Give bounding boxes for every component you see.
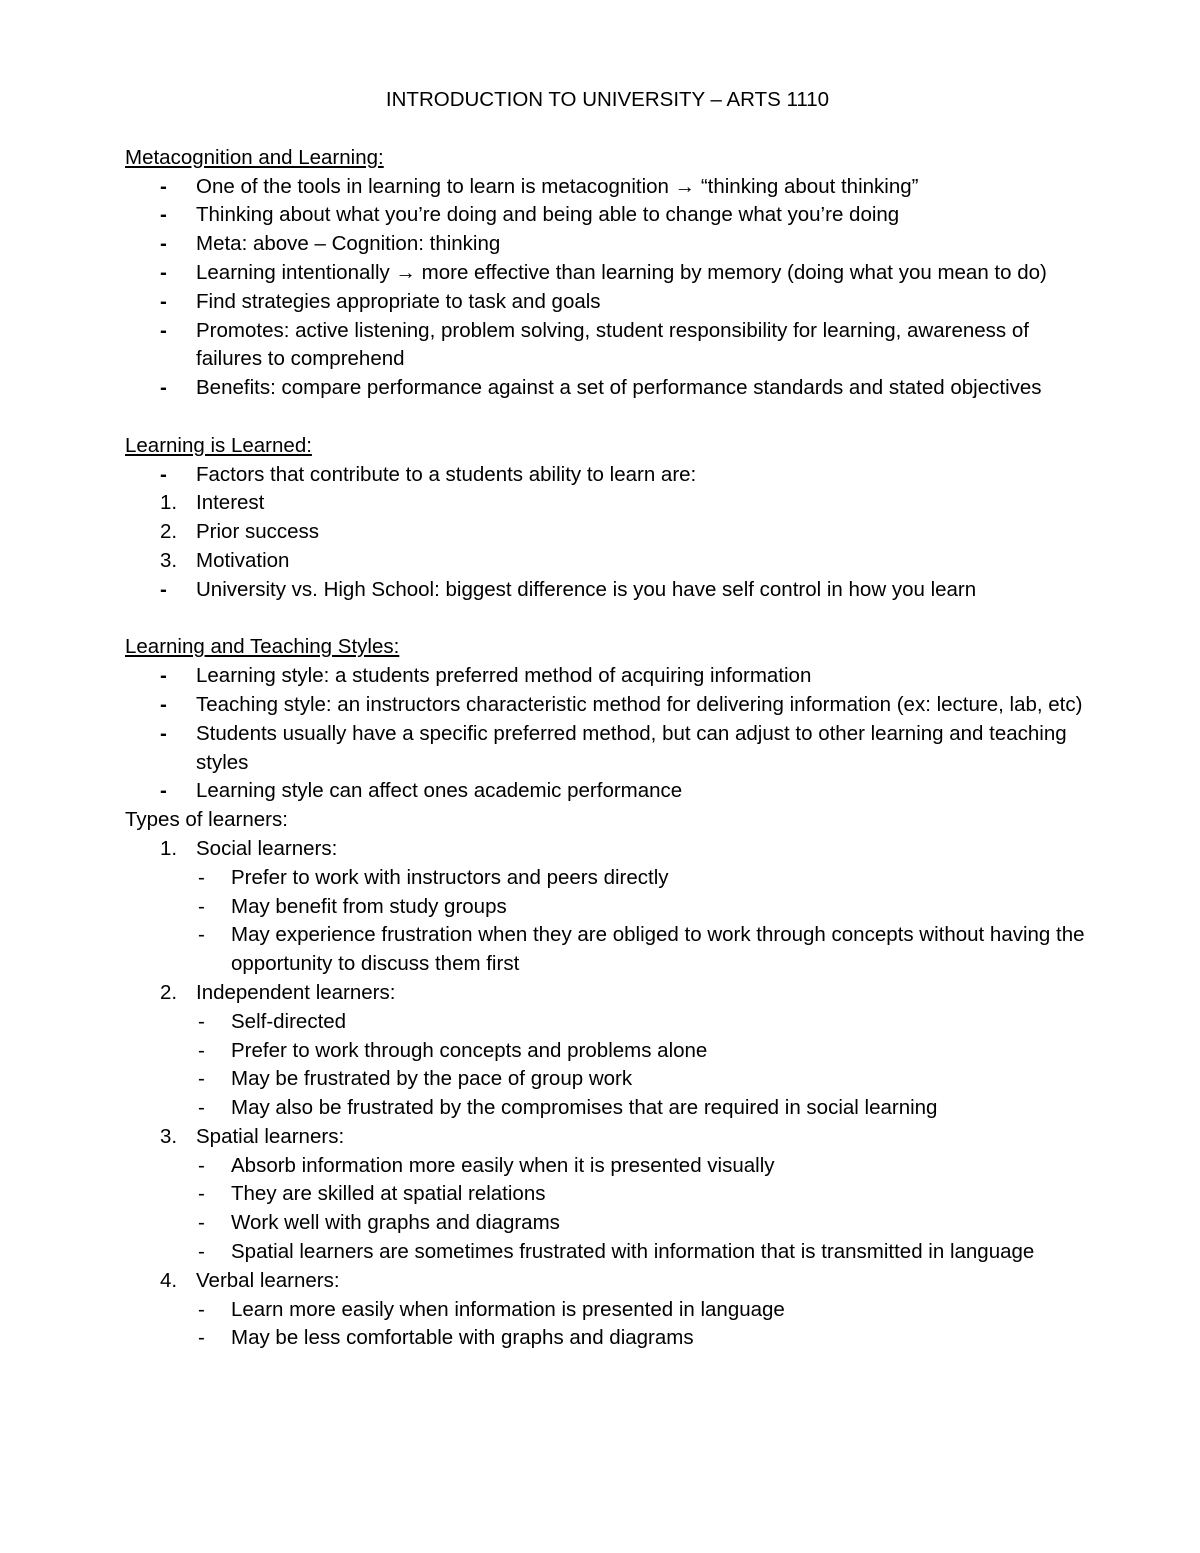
section-heading: Learning and Teaching Styles: xyxy=(125,635,400,659)
list-item: - Find strategies appropriate to task and goals xyxy=(125,288,1090,317)
dash-bullet: - xyxy=(160,577,167,601)
learner-type xyxy=(125,835,1090,979)
list-item: - Thinking about what you’re doing and being able to change what you’re doing xyxy=(125,201,1090,230)
sub-list-item: - May be less comfortable with graphs and diagrams xyxy=(125,1324,1090,1353)
section-heading: Metacognition and Learning: xyxy=(125,145,384,169)
list-item: - Students usually have a specific preferred method, but can adjust to other learning and teaching styles xyxy=(160,721,1067,774)
sub-bullet-list xyxy=(125,1008,1090,1123)
sub-list-item: - Work well with graphs and diagrams xyxy=(125,1209,1090,1238)
section-heading: Learning is Learned: xyxy=(125,433,312,457)
item-number: 3. xyxy=(160,1124,178,1148)
list-item: - One of the tools in learning to learn is metacognition → “thinking about thinking” xyxy=(125,173,1090,202)
item-number: 1. xyxy=(160,491,178,515)
item-number: 3. xyxy=(160,548,178,572)
list-item: - Learning style: a students preferred method of acquiring information xyxy=(125,662,1090,691)
learner-type-label: Spatial learners: xyxy=(196,1124,345,1148)
sub-list-item: - May be frustrated by the pace of group work xyxy=(125,1065,1090,1094)
dash-bullet: - xyxy=(198,1326,205,1350)
numbered-list xyxy=(125,489,1090,575)
item-number: 2. xyxy=(160,980,178,1004)
sub-list-item: - Learn more easily when information is presented in language xyxy=(125,1296,1090,1325)
dash-bullet: - xyxy=(160,779,167,803)
dash-bullet: - xyxy=(160,174,167,198)
types-heading: Types of learners: xyxy=(125,808,288,832)
dash-bullet: - xyxy=(198,1153,205,1177)
learner-type-label: Independent learners: xyxy=(196,980,396,1004)
dash-bullet: - xyxy=(198,1297,205,1321)
sub-list-item: - May experience frustration when they are obliged to work through concepts without having the opportunity to discuss them first xyxy=(198,923,1085,976)
sub-bullet-list xyxy=(125,1152,1090,1267)
dash-bullet: - xyxy=(160,721,167,745)
dash-bullet: - xyxy=(198,865,205,889)
bullet-list xyxy=(125,173,1090,403)
bullet-list xyxy=(125,461,1090,490)
learner-types-list xyxy=(125,835,1090,1353)
numbered-item: 2. Prior success xyxy=(125,518,1090,547)
list-item: - Learning intentionally → more effective than learning by memory (doing what you mean to do) xyxy=(125,259,1090,288)
sub-list-item: - May benefit from study groups xyxy=(125,893,1090,922)
dash-bullet: - xyxy=(160,289,167,313)
dash-bullet: - xyxy=(198,1211,205,1235)
dash-bullet: - xyxy=(198,894,205,918)
section-metacognition xyxy=(125,144,1090,403)
sub-bullet-list xyxy=(125,864,1090,979)
bullet-list xyxy=(125,576,1090,605)
dash-bullet: - xyxy=(198,1096,205,1120)
section-learning-teaching-styles xyxy=(125,633,1090,1353)
dash-bullet: - xyxy=(198,923,205,947)
list-item: - Meta: above – Cognition: thinking xyxy=(125,230,1090,259)
item-number: 2. xyxy=(160,520,178,544)
document-title: INTRODUCTION TO UNIVERSITY – ARTS 1110 xyxy=(385,88,830,111)
bullet-list xyxy=(125,662,1090,806)
learner-type-label: Verbal learners: xyxy=(196,1268,340,1292)
sub-bullet-list xyxy=(125,1296,1090,1354)
list-item: - Benefits: compare performance against a set of performance standards and stated objectives xyxy=(125,374,1090,403)
dash-bullet: - xyxy=(198,1009,205,1033)
item-number: 1. xyxy=(160,836,178,860)
dash-bullet: - xyxy=(160,260,167,284)
list-item: - University vs. High School: biggest difference is you have self control in how you learn xyxy=(125,576,1090,605)
dash-bullet: - xyxy=(160,376,167,400)
sub-list-item: - Absorb information more easily when it is presented visually xyxy=(125,1152,1090,1181)
learner-type xyxy=(125,1267,1090,1353)
list-item: - Learning style can affect ones academic performance xyxy=(125,777,1090,806)
sub-list-item: - Self-directed xyxy=(125,1008,1090,1037)
dash-bullet: - xyxy=(198,1067,205,1091)
list-item: - Teaching style: an instructors characteristic method for delivering information (ex: lecture, lab, etc) xyxy=(125,691,1090,720)
dash-bullet: - xyxy=(160,462,167,486)
dash-bullet: - xyxy=(198,1182,205,1206)
sub-list-item: - They are skilled at spatial relations xyxy=(125,1180,1090,1209)
sub-list-item: - Prefer to work through concepts and problems alone xyxy=(125,1037,1090,1066)
item-number: 4. xyxy=(160,1268,178,1292)
list-item: - Promotes: active listening, problem solving, student responsibility for learning, awareness of failures to comprehend xyxy=(160,318,1029,371)
section-learning-is-learned xyxy=(125,432,1090,605)
list-item: - Factors that contribute to a students ability to learn are: xyxy=(125,461,1090,490)
dash-bullet: - xyxy=(198,1038,205,1062)
numbered-item: 1. Interest xyxy=(125,489,1090,518)
dash-bullet: - xyxy=(160,692,167,716)
sub-list-item: - Spatial learners are sometimes frustrated with information that is transmitted in language xyxy=(125,1238,1090,1267)
sub-list-item: - May also be frustrated by the compromises that are required in social learning xyxy=(125,1094,1090,1123)
learner-type xyxy=(125,979,1090,1123)
sub-list-item: - Prefer to work with instructors and peers directly xyxy=(125,864,1090,893)
dash-bullet: - xyxy=(198,1240,205,1264)
learner-type xyxy=(125,1123,1090,1267)
learner-type-label: Social learners: xyxy=(196,836,338,860)
dash-bullet: - xyxy=(160,203,167,227)
dash-bullet: - xyxy=(160,664,167,688)
numbered-item: 3. Motivation xyxy=(125,547,1090,576)
dash-bullet: - xyxy=(160,318,167,342)
dash-bullet: - xyxy=(160,232,167,256)
